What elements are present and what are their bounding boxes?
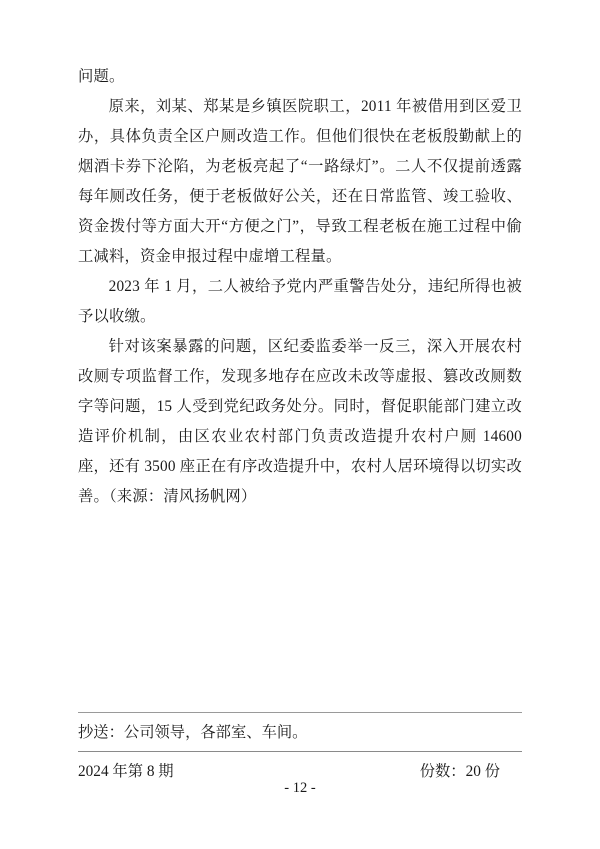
copies-label: 份数：20 份 xyxy=(419,763,500,780)
document-footer xyxy=(78,712,522,788)
paragraph: 原来，刘某、郑某是乡镇医院职工，2011 年被借用到区爱卫办，具体负责全区户厕改造工作。但他们很快在老板殷勤献上的烟酒卡券下沦陷，为老板亮起了“一路绿灯”。二人不仅提前透露每年厕改任务，便于老板做好公关，还在日常监管、竣工验收、资金拨付等方面大开“方便之门”，导致工程老板在施工过程中偷工减料，资金申报过程中虚增工程量。 xyxy=(78,98,522,265)
paragraph: 针对该案暴露的问题，区纪委监委举一反三，深入开展农村改厕专项监督工作，发现多地存在应改未改等虚报、篡改改厕数字等问题，15 人受到党纪政务处分。同时，督促职能部门建立改造评价机制，由区农业农村部门负责改造提升农村户厕 14600 座，还有 3500 座正在有序改造提升中，农村人居环境得以切实改善。（来源：清风扬帆网） xyxy=(78,338,522,505)
paragraph: 问题。 xyxy=(78,68,125,85)
page-number: - 12 - xyxy=(284,780,316,796)
issue-label: 2024 年第 8 期 xyxy=(78,763,174,780)
paragraph: 2023 年 1 月，二人被给予党内严重警告处分，违纪所得也被予以收缴。 xyxy=(78,278,522,325)
document-body xyxy=(78,62,522,512)
cc-line: 抄送：公司领导，各部室、车间。 xyxy=(78,724,308,741)
